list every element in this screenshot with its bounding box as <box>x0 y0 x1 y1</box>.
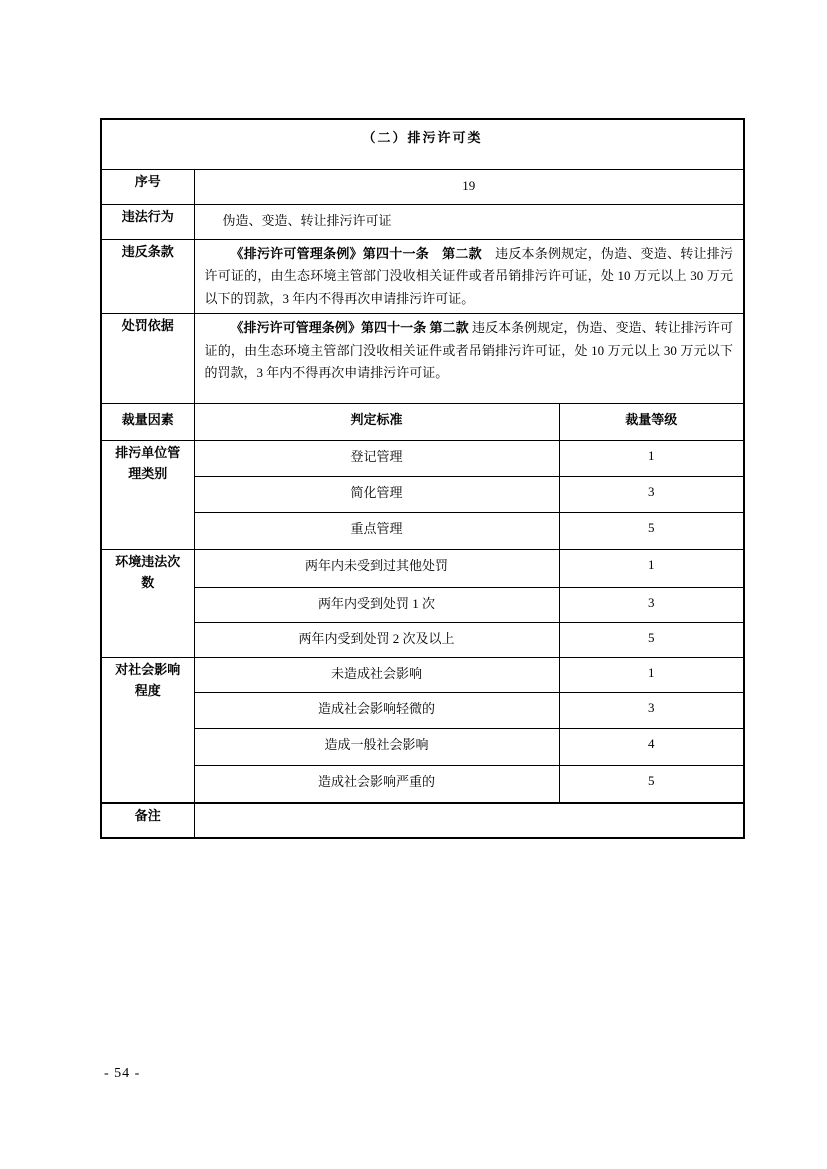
table-title: （二）排污许可类 <box>101 119 744 169</box>
matrix-header-level: 裁量等级 <box>559 403 744 440</box>
criteria-cell: 两年内未受到过其他处罚 <box>194 549 559 587</box>
level-cell: 3 <box>559 692 744 728</box>
page-number: - 54 - <box>104 1066 141 1081</box>
basis-regulation-name: 《排污许可管理条例》第四十一条 第二款 <box>230 319 469 335</box>
basis-body-text: 违反本条例规定，伪造、变造、转让排污许可证的，由生态环境主管部门没收相关证件或者吊销排污许可证，处 10 万元以上 30 万元以下的罚款，3 年内不得再次申请排污许可证。 <box>204 319 733 381</box>
table-row <box>101 512 744 549</box>
level-cell: 3 <box>559 476 744 512</box>
factor-social-impact: 对社会影响程度 <box>101 657 194 803</box>
table-row <box>101 728 744 765</box>
criteria-cell: 造成社会影响严重的 <box>194 765 559 803</box>
table-row <box>101 765 744 803</box>
serial-value: 19 <box>194 169 744 204</box>
basis-label: 处罚依据 <box>101 313 194 403</box>
clause-label: 违反条款 <box>101 239 194 313</box>
matrix-header-row <box>101 403 744 440</box>
matrix-header-criteria: 判定标准 <box>194 403 559 440</box>
table-row <box>101 692 744 728</box>
violation-row <box>101 204 744 239</box>
factor-violation-count: 环境违法次数 <box>101 549 194 657</box>
violation-value: 伪造、变造、转让排污许可证 <box>194 204 744 239</box>
table-row <box>101 657 744 692</box>
criteria-cell: 两年内受到处罚 2 次及以上 <box>194 622 559 657</box>
level-cell: 5 <box>559 765 744 803</box>
basis-row <box>101 313 744 403</box>
serial-label: 序号 <box>101 169 194 204</box>
violation-label: 违法行为 <box>101 204 194 239</box>
criteria-cell: 造成社会影响轻微的 <box>194 692 559 728</box>
level-cell: 3 <box>559 587 744 622</box>
serial-row <box>101 169 744 204</box>
clause-text-cell <box>194 239 744 313</box>
level-cell: 4 <box>559 728 744 765</box>
criteria-cell: 简化管理 <box>194 476 559 512</box>
remark-value <box>194 803 744 838</box>
clause-row <box>101 239 744 313</box>
basis-text-cell <box>194 313 744 403</box>
criteria-cell: 两年内受到处罚 1 次 <box>194 587 559 622</box>
level-cell: 5 <box>559 512 744 549</box>
table-row <box>101 549 744 587</box>
remark-row <box>101 803 744 838</box>
criteria-cell: 重点管理 <box>194 512 559 549</box>
criteria-cell: 未造成社会影响 <box>194 657 559 692</box>
criteria-cell: 造成一般社会影响 <box>194 728 559 765</box>
table-title-row <box>101 119 744 169</box>
basis-paragraph <box>205 317 734 385</box>
matrix-header-factor: 裁量因素 <box>101 403 194 440</box>
remark-label: 备注 <box>101 803 194 838</box>
clause-regulation-name: 《排污许可管理条例》第四十一条 第二款 <box>230 245 482 261</box>
table-row <box>101 440 744 476</box>
level-cell: 1 <box>559 657 744 692</box>
clause-body-text: 违反本条例规定，伪造、变造、转让排污许可证的，由生态环境主管部门没收相关证件或者吊销排污许可证，处 10 万元以上 30 万元以下的罚款，3 年内不得再次申请排污许可证。 <box>204 245 733 306</box>
penalty-discretion-table <box>100 118 745 839</box>
level-cell: 5 <box>559 622 744 657</box>
table-row <box>101 587 744 622</box>
level-cell: 1 <box>559 549 744 587</box>
table-row <box>101 476 744 512</box>
level-cell: 1 <box>559 440 744 476</box>
clause-paragraph <box>205 243 734 311</box>
factor-management-category: 排污单位管理类别 <box>101 440 194 549</box>
table-row <box>101 622 744 657</box>
criteria-cell: 登记管理 <box>194 440 559 476</box>
